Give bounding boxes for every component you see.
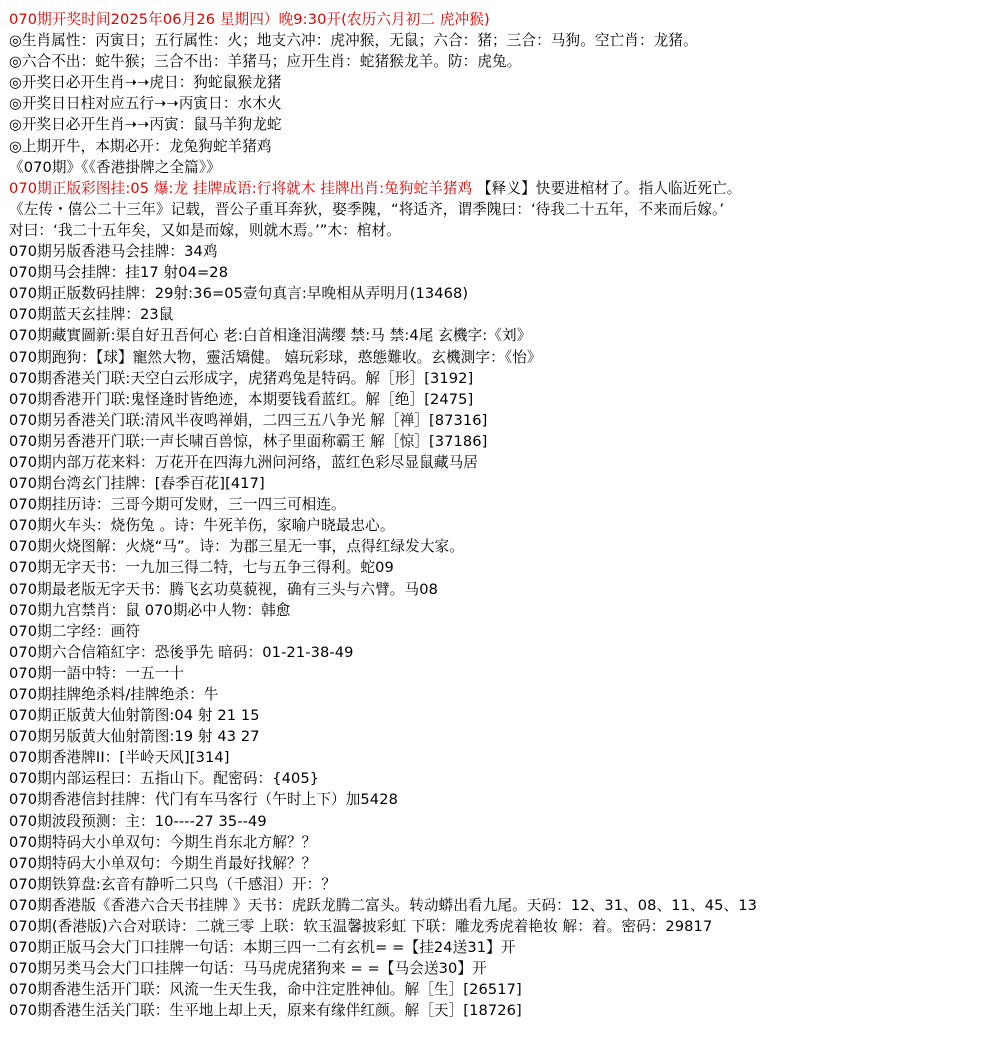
text-line [9, 557, 1000, 578]
text-line [9, 220, 1000, 241]
text-line [9, 494, 1000, 515]
text-line [9, 895, 1000, 916]
text-line [9, 473, 1000, 494]
text-line [9, 304, 1000, 325]
text-line [9, 431, 1000, 452]
text-line [9, 811, 1000, 832]
highlight-text: 070期开奖时间2025年06月26 星期四）晚9:30开(农历六月初二 虎冲猴) [9, 11, 490, 28]
line-text: 070期另版黄大仙射箭图:19 射 43 27 [9, 728, 260, 746]
line-text: 070期一語中特：一五一十 [9, 664, 185, 682]
line-tail-text: 【释义】快要进棺材了。指人临近死亡。 [472, 179, 742, 197]
text-line [9, 600, 1000, 621]
text-line [9, 347, 1000, 368]
text-line [9, 178, 1000, 199]
text-line [9, 853, 1000, 874]
line-text: 070期香港生活开门联：风流一生天生我，命中注定胜神仙。解［生］[26517] [9, 981, 522, 999]
text-line [9, 937, 1000, 958]
text-line [9, 262, 1000, 283]
line-text: 070期蓝天玄挂牌：23鼠 [9, 306, 174, 324]
text-line [9, 9, 1000, 30]
text-line [9, 663, 1000, 684]
text-line [9, 157, 1000, 178]
line-text: 070期无字天书：一九加三得二特，七与五争三得利。蛇09 [9, 559, 394, 577]
line-text: 070期藏實圖新:渠自好丑吾何心 老:白首相逢泪满缨 禁:马 禁:4尾 玄機字:《刘》 [9, 327, 532, 345]
line-text: 070期内部运程曰：五指山下。配密码：{405} [9, 770, 320, 788]
line-text: 070期另版香港马会挂牌：34鸡 [9, 243, 218, 261]
line-text: ◎生肖属性：丙寅日；五行属性：火；地支六冲：虎冲猴，无鼠；六合：猪；三合：马狗。空亡肖：龙猪。 [9, 32, 698, 50]
text-line [9, 579, 1000, 600]
line-text: 070期香港生活关门联：生平地上却上天，原来有缘伴红颜。解［天］[18726] [9, 1002, 522, 1020]
text-line [9, 789, 1000, 810]
line-text: ◎开奖日必开生肖➝➝虎日：狗蛇鼠猴龙猪 [9, 74, 282, 92]
line-text: 070期二字经：画符 [9, 622, 141, 640]
text-line [9, 325, 1000, 346]
text-line [9, 705, 1000, 726]
line-text: 070期正版马会大门口挂牌一句话：本期三四一二有玄机= =【挂24送31】开 [9, 939, 516, 957]
text-line [9, 136, 1000, 157]
text-line [9, 199, 1000, 220]
text-line [9, 621, 1000, 642]
line-text: 070期九宫禁肖：鼠 070期必中人物：韩愈 [9, 601, 291, 619]
line-text: 070期挂历诗：三哥今期可发财，三一四三可相连。 [9, 496, 346, 514]
line-text: 070期铁算盘:玄音有静听二只鸟（千感泪）开：？ [9, 875, 337, 893]
line-text: 070期正版数码挂牌：29射:36=05壹句真言:早晚相从弄明月(13468) [9, 285, 469, 303]
line-text: 070期马会挂牌：挂17 射04=28 [9, 264, 229, 282]
text-line [9, 958, 1000, 979]
line-text: 070期六合信箱紅字：恐後爭先 暗码：01-21-38-49 [9, 643, 354, 661]
text-line [9, 916, 1000, 937]
line-text: 070期跑狗：【球】寵然大物，靈活矯健。 嬉玩彩球，憨態難收。玄機測字：《怡》 [9, 348, 542, 366]
line-text: 070期香港信封挂牌：代门有车马客行（午时上下）加5428 [9, 791, 398, 809]
line-text: 《左传・僖公二十三年》记载，晋公子重耳奔狄，娶季隗，“将适齐，谓季隗曰：‘待我二十五年，不来而后嫁。’ [9, 200, 725, 218]
line-text: 070期台湾玄门挂牌：[春季百花][417] [9, 475, 265, 493]
line-text: 070期香港牌II：[半岭天风][314] [9, 749, 230, 767]
text-line [9, 874, 1000, 895]
highlight-text: 070期正版彩图挂:05 爆:龙 挂牌成语:行将就木 挂牌出肖:兔狗蛇羊猪鸡 [9, 179, 473, 197]
line-text: 对曰：‘我二十五年矣，又如是而嫁，则就木焉。’”木：棺材。 [9, 221, 401, 239]
line-text: 070期特码大小单双句：今期生肖最好找解？？ [9, 854, 317, 872]
text-line [9, 389, 1000, 410]
text-line [9, 114, 1000, 135]
text-line [9, 93, 1000, 114]
line-text: 070期正版黄大仙射箭图:04 射 21 15 [9, 707, 260, 725]
text-line [9, 51, 1000, 72]
line-text: 《070期》《《香港掛牌之全篇》》 [9, 158, 221, 176]
line-text: 070期波段预测：主：10----27 35--49 [9, 812, 267, 830]
text-line [9, 726, 1000, 747]
text-line [9, 410, 1000, 431]
text-line [9, 452, 1000, 473]
line-text: 070期香港关门联:天空白云形成字，虎猪鸡兔是特码。解［形］[3192] [9, 369, 474, 387]
text-line [9, 684, 1000, 705]
text-line [9, 832, 1000, 853]
text-line [9, 747, 1000, 768]
text-line [9, 30, 1000, 51]
line-text: 070期香港版《香港六合天书挂牌 》天书：虎跃龙腾二富头。转动蟒出看九尾。天码：12、31、08、11、45、13 [9, 896, 757, 914]
line-text: 070期(香港版)六合对联诗：二就三零 上联：软玉温馨披彩虹 下联：雕龙秀虎着艳妆 解：着。密码：29817 [9, 918, 713, 936]
text-line [9, 368, 1000, 389]
line-text: 070期内部万花来料：万花开在四海九洲问河络，蓝红色彩尽显鼠藏马居 [9, 453, 478, 471]
line-text: 070期特码大小单双句：今期生肖东北方解？？ [9, 833, 317, 851]
line-text: ◎开奖日日柱对应五行➝➝丙寅日：水木火 [9, 95, 282, 113]
text-line [9, 72, 1000, 93]
text-line [9, 642, 1000, 663]
text-line [9, 979, 1000, 1000]
line-text: 070期另香港关门联:清风半夜鸣禅娟，二四三五八争光 解［禅］[87316] [9, 411, 488, 429]
line-text: ◎六合不出：蛇牛猴；三合不出：羊猪马；应开生肖：蛇猪猴龙羊。防：虎兔。 [9, 53, 522, 71]
text-line [9, 768, 1000, 789]
text-line [9, 241, 1000, 262]
line-text: ◎上期开牛，本期必开：龙兔狗蛇羊猪鸡 [9, 137, 272, 155]
line-text: 070期香港开门联:鬼怪逢时皆绝迹，本期要钱看蓝红。解［绝］[2475] [9, 390, 474, 408]
line-text: 070期另类马会大门口挂牌一句话：马马虎虎猪狗来 = =【马会送30】开 [9, 960, 487, 978]
text-line [9, 515, 1000, 536]
line-text: 070期另香港开门联:一声长啸百兽惊，林子里面称霸王 解［惊］[37186] [9, 432, 488, 450]
line-text: 070期挂牌绝杀料/挂牌绝杀：牛 [9, 686, 219, 703]
text-line [9, 536, 1000, 557]
line-text: 070期火车头：烧伤兔 。诗：牛死羊伤，家喻户晓最忠心。 [9, 517, 395, 535]
line-text: ◎开奖日必开生肖➝➝丙寅：鼠马羊狗龙蛇 [9, 116, 282, 134]
text-line [9, 283, 1000, 304]
text-line [9, 1000, 1000, 1021]
line-text: 070期最老版无字天书：腾飞玄功莫藐视，确有三头与六臂。马08 [9, 580, 438, 598]
line-text: 070期火烧图解：火烧“马”。诗：为郡三星无一事，点得红绿发大家。 [9, 538, 464, 556]
